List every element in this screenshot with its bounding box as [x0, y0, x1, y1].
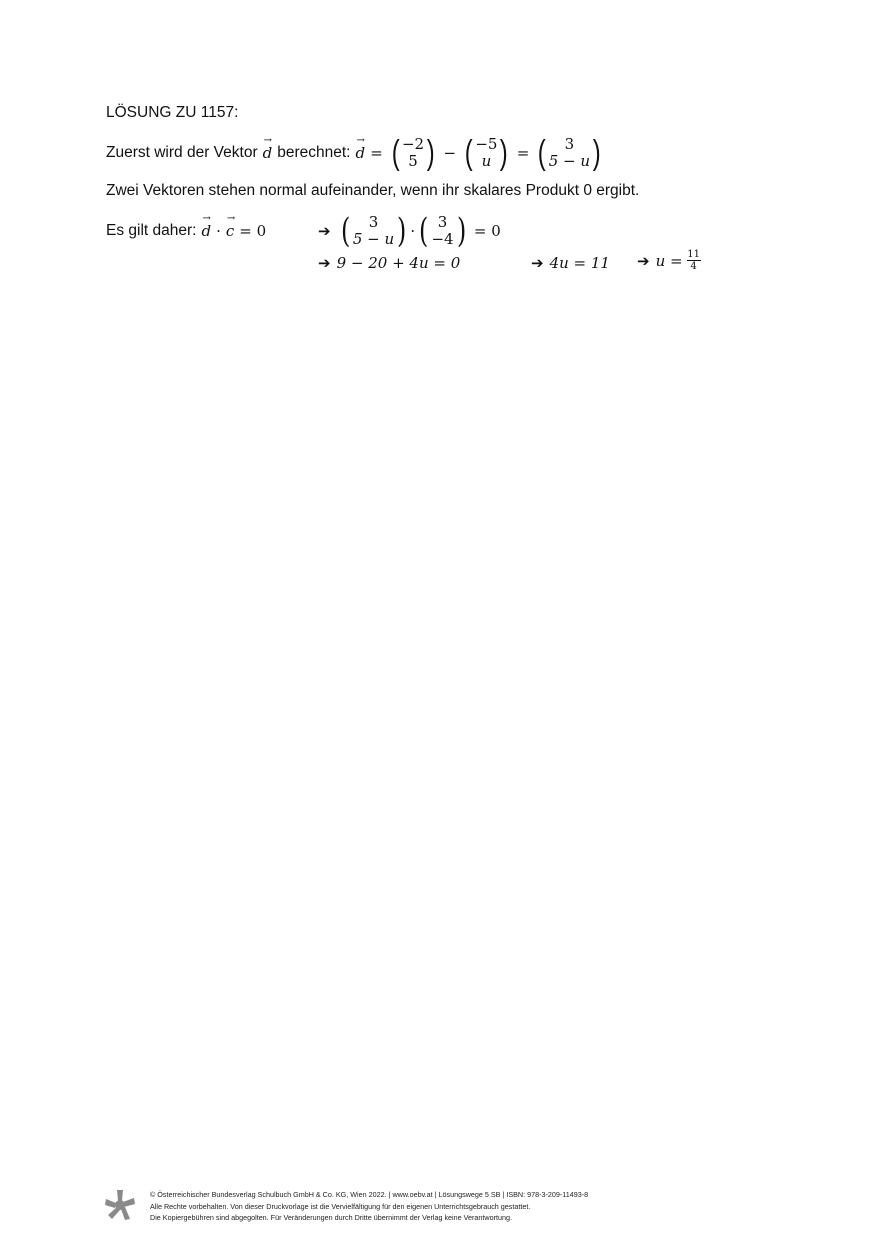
arrow-icon: ➔: [318, 254, 331, 272]
matrix-5: ( 3 −4 ): [419, 211, 466, 251]
vector-d-symbol: → d: [262, 135, 273, 162]
line-dot-product: Es gilt daher: → d · → c = 0: [106, 213, 267, 240]
arrow-icon: ➔: [318, 222, 331, 240]
line1-after: berechnet:: [277, 144, 351, 161]
vector-c-symbol: → c: [225, 213, 236, 240]
equation-result: ➔ u = $\frac{11}{4}$: [637, 249, 700, 272]
line1-text: Zuerst wird der Vektor: [106, 144, 258, 161]
dot-product-equation: ➔ ( 3 5 − u ) · ( 3 −4 ) = 0: [318, 211, 501, 251]
vector-d-symbol-2: → d: [355, 135, 366, 162]
vector-d-symbol-3: → d: [201, 213, 212, 240]
matrix-2: ( −5 u ): [464, 134, 509, 172]
equation-step-1: ➔ 9 − 20 + 4u = 0: [318, 254, 461, 272]
arrow-icon: ➔: [637, 251, 650, 270]
matrix-3: ( 3 5 − u ): [538, 134, 601, 172]
solution-heading: LÖSUNG ZU 1157:: [106, 104, 239, 121]
fraction: $\frac{11}{4}$: [687, 249, 700, 272]
line-vector-d: Zuerst wird der Vektor → d berechnet: → d = ( −2 5 ) − ( −5 u ) = ( 3 5 − u ): [106, 134, 601, 172]
publisher-logo-icon: [104, 1189, 136, 1221]
footer-line-3: Die Kopiergebühren sind abgegolten. Für Veränderungen durch Dritte übernimmt der Verlag keine Verantwortung.: [150, 1213, 512, 1222]
footer-line-1: © Österreichischer Bundesverlag Schulbuch GmbH & Co. KG, Wien 2022. | www.oebv.at | Lösungswege 5 SB | ISBN: 978-3-209-11493-8: [150, 1190, 589, 1199]
copyright-footer: [150, 1189, 588, 1224]
normal-condition-text: Zwei Vektoren stehen normal aufeinander, wenn ihr skalares Produkt 0 ergibt.: [106, 182, 640, 199]
matrix-4: ( 3 5 − u ): [340, 211, 407, 251]
footer-line-2: Alle Rechte vorbehalten. Von dieser Druckvorlage ist die Vervielfältigung für den eigenen Unterrichtsgebrauch gestattet.: [150, 1201, 531, 1211]
es-gilt-label: Es gilt daher:: [106, 222, 197, 239]
matrix-1: ( −2 5 ): [391, 134, 435, 172]
arrow-icon: ➔: [531, 254, 544, 272]
equation-step-2: ➔ 4u = 11: [531, 254, 610, 272]
